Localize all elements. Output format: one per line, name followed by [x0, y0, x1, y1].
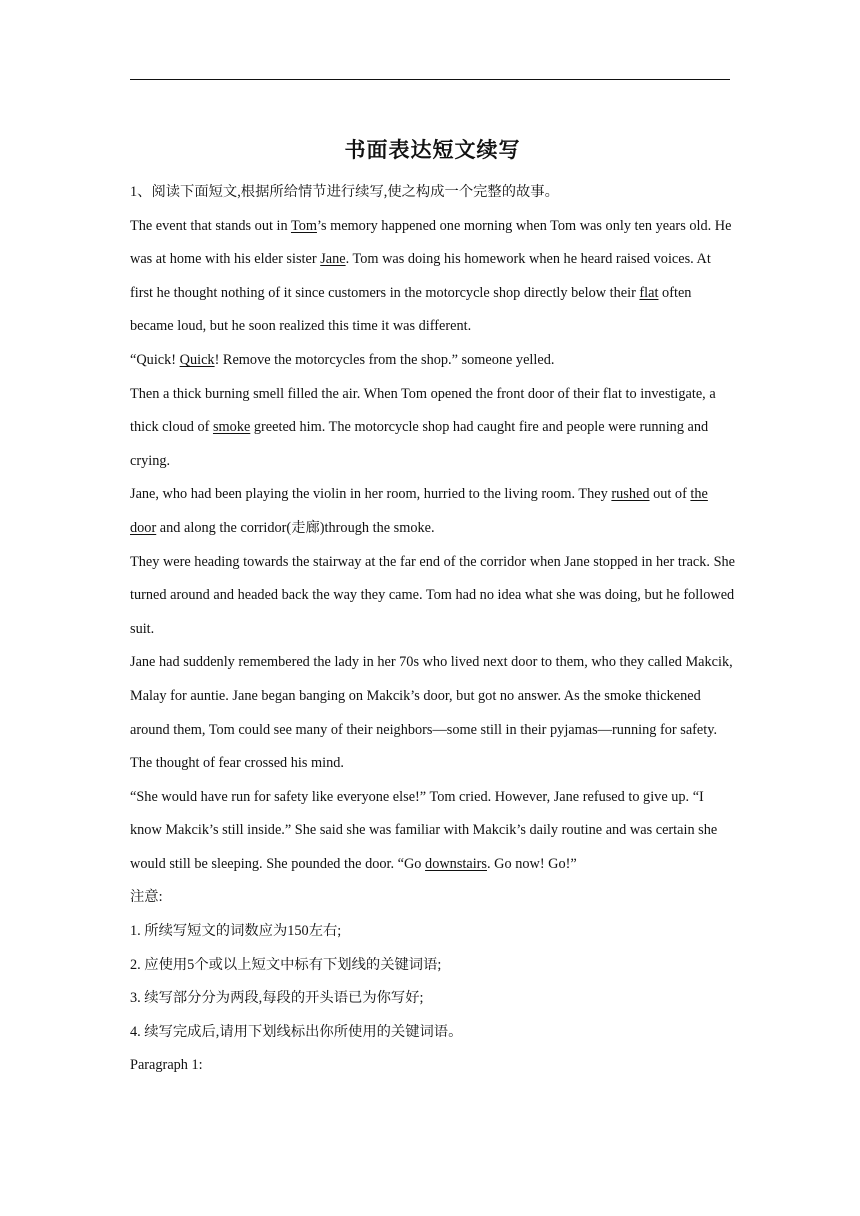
note-item: 2. 应使用5个或以上短文中标有下划线的关键词语;	[130, 956, 442, 973]
story-paragraph	[130, 546, 735, 647]
text-run: ’s memory happened one morning when Tom was only ten years old. He was at home with his elder sister	[130, 217, 732, 268]
story-paragraph	[130, 378, 735, 479]
document-body	[130, 132, 735, 1083]
text-run: “Quick!	[130, 351, 180, 368]
note-item: 1. 所续写短文的词数应为150左右;	[130, 923, 342, 940]
key-word: smoke	[212, 419, 251, 436]
story-paragraph	[130, 210, 735, 344]
text-run: The event that stands out in	[130, 217, 291, 234]
text-run: greeted him. The motorcycle shop had caught fire and people were running and crying.	[130, 419, 709, 469]
text-run: Jane, who had been playing the violin in her room, hurried to the living room. They	[130, 486, 612, 503]
key-word: the door	[130, 486, 708, 536]
text-run: . Tom was doing his homework when he heard raised voices. At first he thought nothing of it since customers in the motorcycle shop directly below their	[130, 251, 711, 301]
story-paragraph	[130, 646, 735, 780]
text-run: “She would have run for safety like everyone else!” Tom cried. However, Jane refused to give up. “I know Makcik’s still inside.” She said she was familiar with Makcik’s daily routine and was certain she would still be sleeping. She pounded the door. “Go	[130, 788, 718, 872]
key-word: flat	[639, 284, 659, 301]
text-run: Jane had suddenly remembered the lady in her 70s who lived next door to them, who they called Makcik, Malay for auntie. Jane began banging on Makcik’s door, but got no answer. As the smoke thickened around them, Tom could see many of their neighbors—some still in their pyjamas—running for safety. The thought of fear crossed his mind.	[130, 654, 733, 772]
text-run: and along the corridor(走廊)through the smoke.	[156, 519, 435, 536]
key-word: Tom	[290, 217, 317, 234]
story-paragraph	[130, 478, 735, 545]
text-run: Then a thick burning smell filled the air. When Tom opened the front door of their flat to investigate, a thick cloud of	[130, 385, 716, 436]
text-run: out of	[649, 486, 691, 503]
text-run: They were heading towards the stairway at the far end of the corridor when Jane stopped in her track. She turned around and headed back the way they came. Tom had no idea what she was doing, but he followed suit.	[130, 553, 736, 637]
key-word: Quick	[179, 351, 215, 368]
page-title: 书面表达短文续写	[344, 138, 521, 162]
story-passage	[130, 210, 735, 882]
story-paragraph	[130, 344, 735, 378]
key-word: Jane	[320, 251, 346, 268]
notes-heading: 注意:	[130, 889, 163, 906]
note-item: 4. 续写完成后,请用下划线标出你所使用的关键词语。	[130, 1023, 463, 1040]
text-run: . Go now! Go!”	[487, 855, 577, 872]
instruction-text: 1、阅读下面短文,根据所给情节进行续写,使之构成一个完整的故事。	[130, 184, 559, 200]
key-word: downstairs	[425, 855, 487, 872]
text-run: often became loud, but he soon realized this time it was different.	[130, 284, 692, 335]
text-run: ! Remove the motorcycles from the shop.” someone yelled.	[214, 351, 555, 368]
key-word: rushed	[611, 486, 650, 503]
header-rule	[130, 79, 730, 80]
paragraph-1-label: Paragraph 1:	[130, 1057, 203, 1074]
note-item: 3. 续写部分分为两段,每段的开头语已为你写好;	[130, 990, 424, 1007]
story-paragraph	[130, 781, 735, 882]
